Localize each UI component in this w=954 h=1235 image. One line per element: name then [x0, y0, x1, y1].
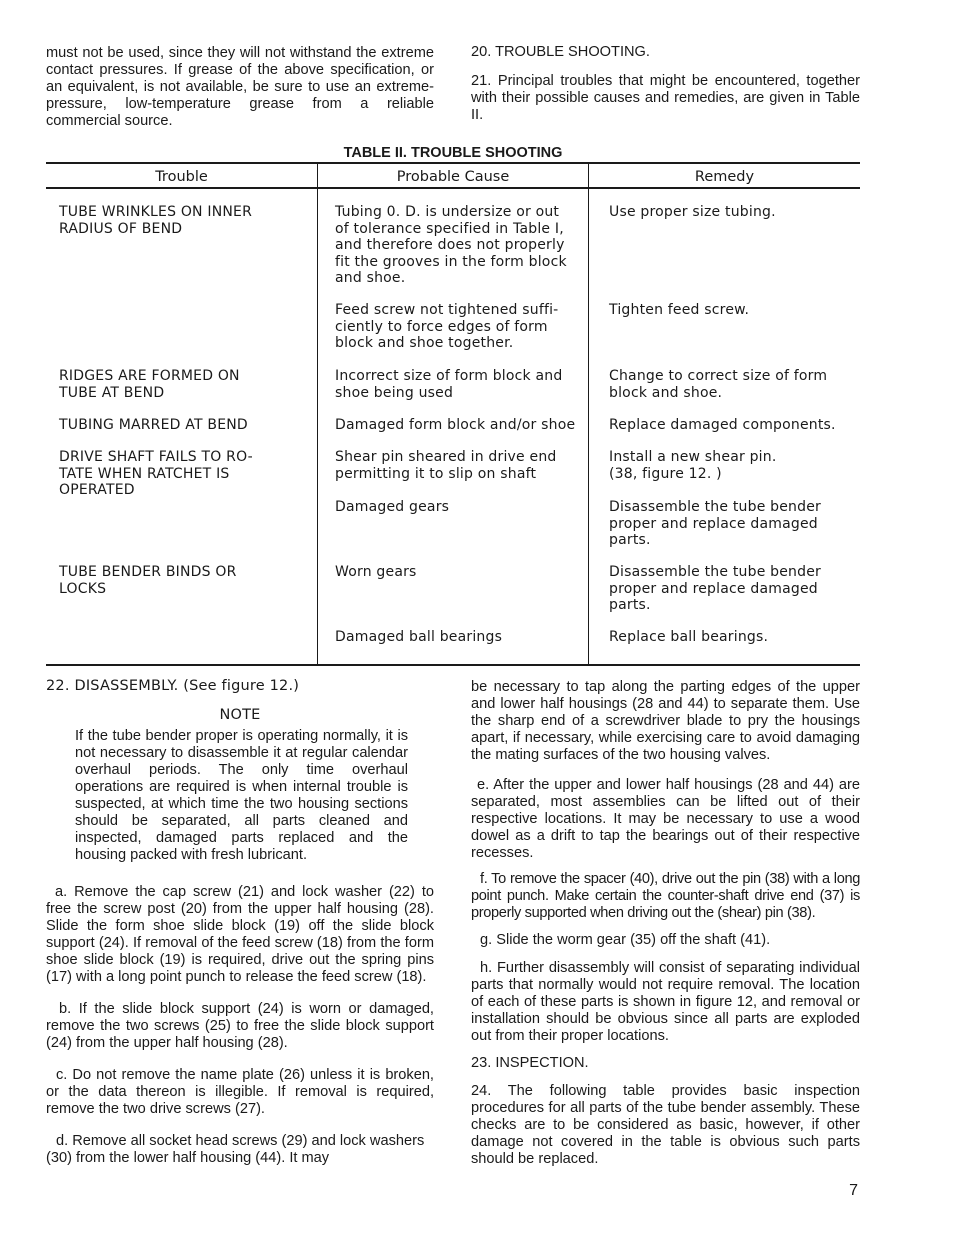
trouble-cell: TUBE WRINKLES ON INNER RADIUS OF BEND	[59, 204, 253, 237]
paragraph-24: 24. The following table provides basic inspection procedures for all parts of the tube bender assembly. These checks are to be considered as basic, however, if other damage not covered in the table is obvious such parts should be replaced.	[471, 1083, 860, 1167]
paragraph-d-continued: be necessary to tap along the parting edges of the upper and lower half housings (28 and 44) to separate them. Use the sharp end of a screwdriver blade to pry the housings apart, if necessary, while exercising care to avoid damaging the mating surfaces of the two housing valves.	[471, 679, 860, 763]
remedy-cell: Replace damaged components.	[609, 417, 836, 433]
section-20-heading: 20. TROUBLE SHOOTING.	[471, 44, 650, 60]
trouble-cell: TUBING MARRED AT BEND	[59, 417, 248, 433]
note-title: NOTE	[219, 707, 261, 723]
section-22-heading: 22. DISASSEMBLY. (See figure 12.)	[46, 678, 300, 694]
header-probable-cause: Probable Cause	[396, 169, 510, 185]
remedy-cell: Use proper size tubing.	[609, 204, 776, 220]
table-divider-1	[317, 164, 318, 665]
paragraph-e: e. After the upper and lower half housings (28 and 44) are separated, most assemblies can be lifted out of their respective locations. It may be necessary to use a wood dowel as a drift to tap the bearings out of their respective recesses.	[471, 777, 860, 861]
paragraph-f: f. To remove the spacer (40), drive out the pin (38) with a long point punch. Make certain the counter-shaft drive end (37) is properly supported when driving out the (shear) pin (38).	[471, 871, 860, 921]
note-text: If the tube bender proper is operating normally, it is not necessary to disassemble it at regular calendar overhaul periods. The only time overhaul operations are required is when internal trouble is suspected, at which time the two housing sections should be separated, all parts cleaned and inspected, damaged parts replaced and the housing packed with fresh lubricant.	[75, 728, 408, 863]
table-title: TABLE II. TROUBLE SHOOTING	[343, 145, 563, 161]
cause-cell: Shear pin sheared in drive end permitting it to slip on shaft	[335, 449, 557, 482]
table-bottom-rule	[46, 664, 860, 666]
paragraph-21: 21. Principal troubles that might be encountered, together with their possible causes and remedies, are given in Table II.	[471, 73, 860, 123]
cause-cell: Feed screw not tightened suffi- ciently to force edges of form block and shoe together.	[335, 302, 559, 351]
cause-cell: Damaged ball bearings	[335, 629, 503, 645]
section-23-heading: 23. INSPECTION.	[471, 1055, 589, 1071]
cause-cell: Damaged form block and/or shoe	[335, 417, 576, 433]
paragraph-c: c. Do not remove the name plate (26) unless it is broken, or the data thereon is illegible. If removal is required, remove the two drive screws (27).	[46, 1067, 434, 1117]
cause-cell: Damaged gears	[335, 499, 450, 515]
paragraph-d: d. Remove all socket head screws (29) and lock washers (30) from the lower half housing (44). It may	[46, 1133, 425, 1166]
header-remedy: Remedy	[694, 169, 755, 185]
paragraph-g: g. Slide the worm gear (35) off the shaft (41).	[480, 932, 771, 948]
table-top-rule	[46, 162, 860, 164]
remedy-cell: Install a new shear pin. (38, figure 12. )	[609, 449, 777, 482]
table-header-rule	[46, 187, 860, 189]
remedy-cell: Disassemble the tube bender proper and replace damaged parts.	[609, 499, 821, 548]
table-divider-2	[588, 164, 589, 665]
cause-cell: Incorrect size of form block and shoe being used	[335, 368, 563, 401]
paragraph-b: b. If the slide block support (24) is worn or damaged, remove the two screws (25) to free the slide block support (24) from the upper half housing (28).	[46, 1001, 434, 1051]
paragraph-a: a. Remove the cap screw (21) and lock washer (22) to free the screw post (20) from the upper half housing (28). Slide the form shoe slide block (19) off the slide block support (24). If removal of the feed screw (18) from the form shoe slide block (19) is required, drive out the spring pins (17) with a long point punch to release the feed screw (18).	[46, 884, 434, 985]
intro-paragraph: must not be used, since they will not withstand the extreme contact pressures. If grease of the above specification, or an equivalent, is not available, be sure to use an extreme-pressure, low-temperature grease from a reliable commercial source.	[46, 45, 434, 129]
remedy-cell: Disassemble the tube bender proper and replace damaged parts.	[609, 564, 821, 613]
cause-cell: Worn gears	[335, 564, 417, 580]
trouble-cell: DRIVE SHAFT FAILS TO RO- TATE WHEN RATCHET IS OPERATED	[59, 449, 253, 498]
remedy-cell: Change to correct size of form block and shoe.	[609, 368, 828, 401]
paragraph-h: h. Further disassembly will consist of separating individual parts that normally would not require removal. The location of each of these parts is shown in figure 12, and removal or installation should be obvious since all parts are exploded out from their proper locations.	[471, 960, 860, 1044]
cause-cell: Tubing 0. D. is undersize or out of tolerance specified in Table I, and therefore does not properly fit the grooves in the form block and shoe.	[335, 204, 567, 286]
remedy-cell: Tighten feed screw.	[609, 302, 750, 318]
remedy-cell: Replace ball bearings.	[609, 629, 769, 645]
trouble-cell: RIDGES ARE FORMED ON TUBE AT BEND	[59, 368, 240, 401]
page-number: 7	[849, 1182, 858, 1199]
header-trouble: Trouble	[155, 169, 208, 185]
trouble-cell: TUBE BENDER BINDS OR LOCKS	[59, 564, 237, 597]
